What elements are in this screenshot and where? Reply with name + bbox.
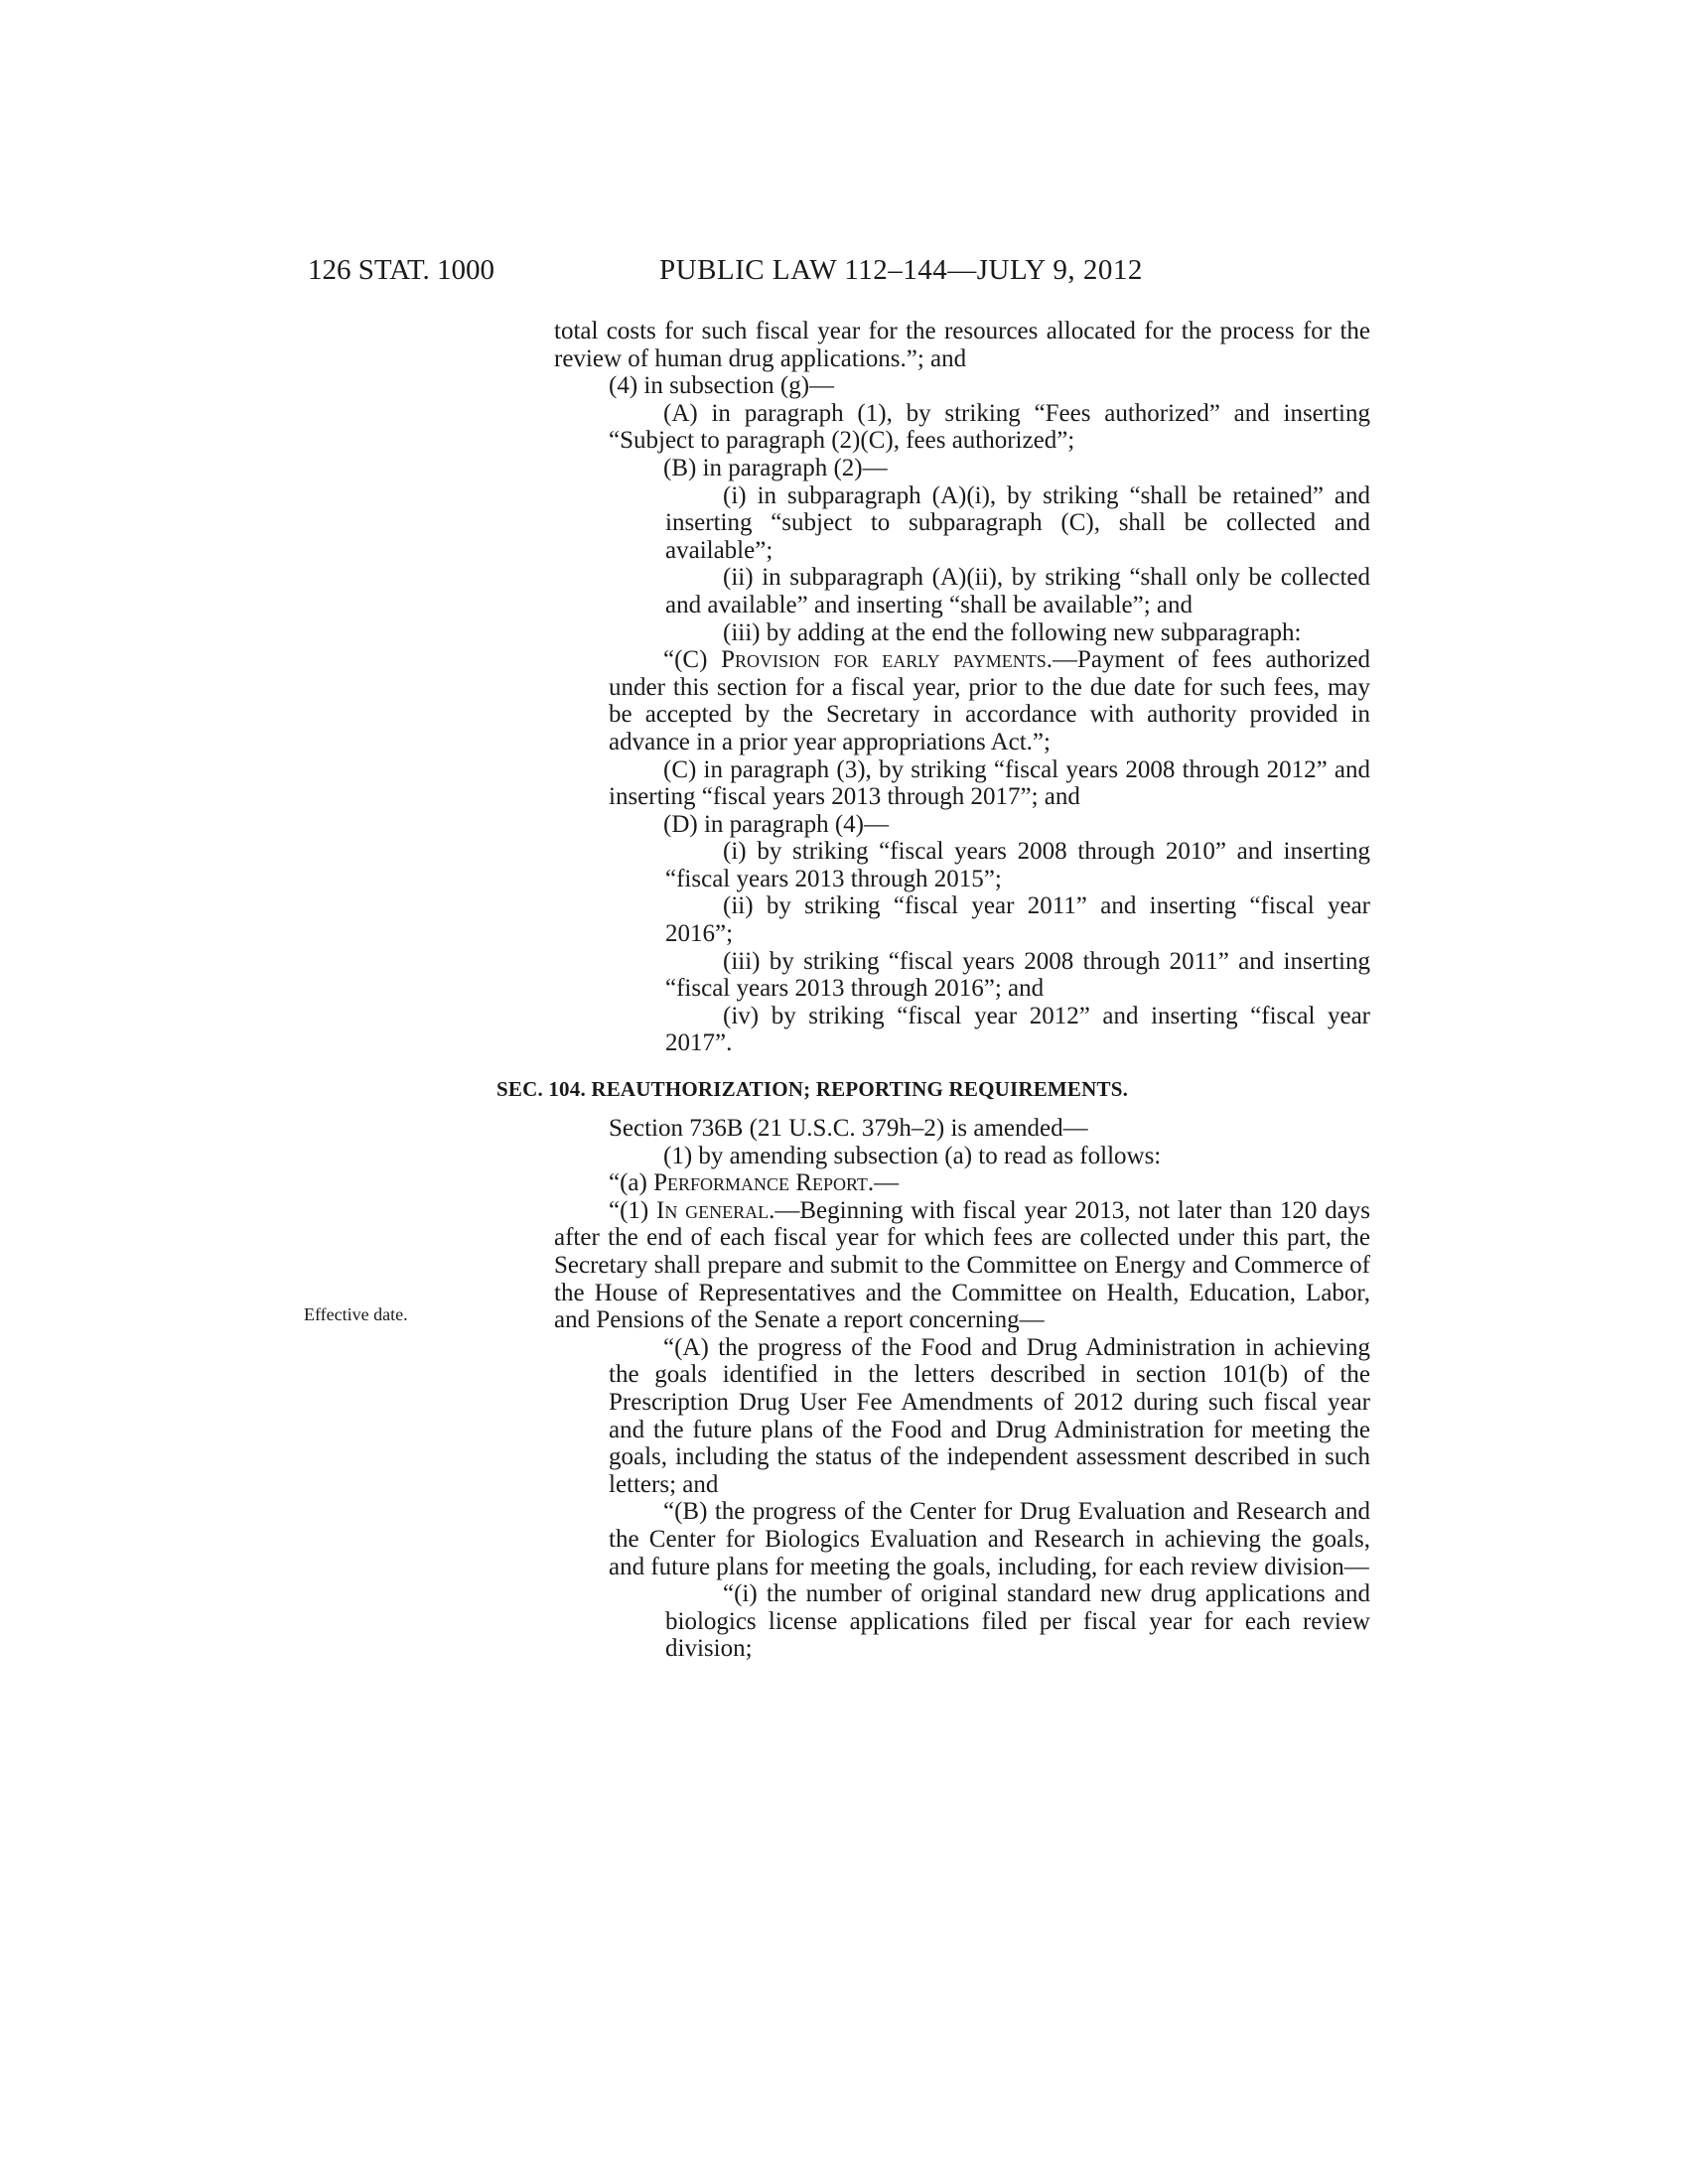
section-item-1: (1) by amending subsection (a) to read as follows: <box>663 1142 1162 1169</box>
amendment-paragraphs-a <box>554 318 1370 646</box>
statute-body <box>496 318 1370 1663</box>
statute-paragraph: (ii) in subparagraph (A)(ii), by striking “shall only be collected and available” and inserting “shall be available”; and <box>665 564 1370 618</box>
page-header <box>308 250 1460 290</box>
statute-paragraph: (B) in paragraph (2)— <box>663 454 888 481</box>
statute-paragraph: (4) in subsection (g)— <box>609 372 835 400</box>
performance-report-heading: “(a) Performance Report.— <box>609 1169 900 1197</box>
statute-paragraph: (D) in paragraph (4)— <box>663 810 889 838</box>
statute-paragraph: total costs for such fiscal year for the resources allocated for the process for the review of human drug applications.”; and <box>554 318 1370 372</box>
statute-paragraph: (iii) by adding at the end the following new subparagraph: <box>723 618 1302 646</box>
amendment-paragraphs-b <box>554 756 1370 1058</box>
statute-paragraph: (i) in subparagraph (A)(i), by striking “shall be retained” and inserting “subject to subparagraph (C), shall be collected and available”; <box>665 481 1370 564</box>
section-intro: Section 736B (21 U.S.C. 379h–2) is amended— <box>609 1115 1088 1143</box>
section-heading: SEC. 104. REAUTHORIZATION; REPORTING REQUIREMENTS. <box>496 1077 1129 1102</box>
statute-paragraph: (ii) by striking “fiscal year 2011” and inserting “fiscal year 2016”; <box>665 892 1370 948</box>
statute-paragraph: “(B) the progress of the Center for Drug Evaluation and Research and the Center for Biologics Evaluation and Research in achieving the goals, and future plans for meeting the goals, including, for each review division— <box>609 1498 1370 1580</box>
statute-paragraph: (iii) by striking “fiscal years 2008 through 2011” and inserting “fiscal years 2013 through 2016”; and <box>665 947 1370 1003</box>
in-general-paragraph: “(1) In general.—Beginning with fiscal year 2013, not later than 120 days after the end of each fiscal year for which fees are collected under this part, the Secretary shall prepare and submit to the Committee on Energy and Commerce of the House of Representatives and the Committee on Health, Education, Labor, and Pensions of the Senate a report concerning— <box>554 1196 1370 1334</box>
statute-paragraph: (i) by striking “fiscal years 2008 through 2010” and inserting “fiscal years 2013 through 2015”; <box>665 838 1370 892</box>
statute-paragraph: “(A) the progress of the Food and Drug Administration in achieving the goals identified in the letters described in section 101(b) of the Prescription Drug User Fee Amendments of 2012 during such fiscal year and the future plans of the Food and Drug Administration for meeting the goals, including the status of the independent assessment described in such letters; and <box>609 1333 1370 1498</box>
statute-paragraph: (A) in paragraph (1), by striking “Fees authorized” and inserting “Subject to paragraph (2)(C), fees authorized”; <box>609 399 1370 455</box>
statute-paragraph: (C) in paragraph (3), by striking “fiscal years 2008 through 2012” and inserting “fiscal years 2013 through 2017”; and <box>609 755 1370 811</box>
statute-paragraph: (iv) by striking “fiscal year 2012” and inserting “fiscal year 2017”. <box>665 1002 1370 1057</box>
statute-paragraph: “(i) the number of original standard new drug applications and biologics license applications filed per fiscal year for each review division; <box>665 1580 1370 1663</box>
provision-early-payments: “(C) Provision for early payments.—Payment of fees authorized under this section for a fiscal year, prior to the due date for such fees, may be accepted by the Secretary in accordance with authority provided in advance in a prior year appropriations Act.”; <box>609 646 1370 755</box>
public-law-title: PUBLIC LAW 112–144—JULY 9, 2012 <box>659 254 1143 286</box>
report-paragraphs <box>554 1334 1370 1663</box>
margin-note-effective-date: Effective date. <box>304 1304 408 1324</box>
provision-caption: Provision for early payments <box>721 646 1047 674</box>
statute-page-number: 126 STAT. 1000 <box>308 254 495 286</box>
